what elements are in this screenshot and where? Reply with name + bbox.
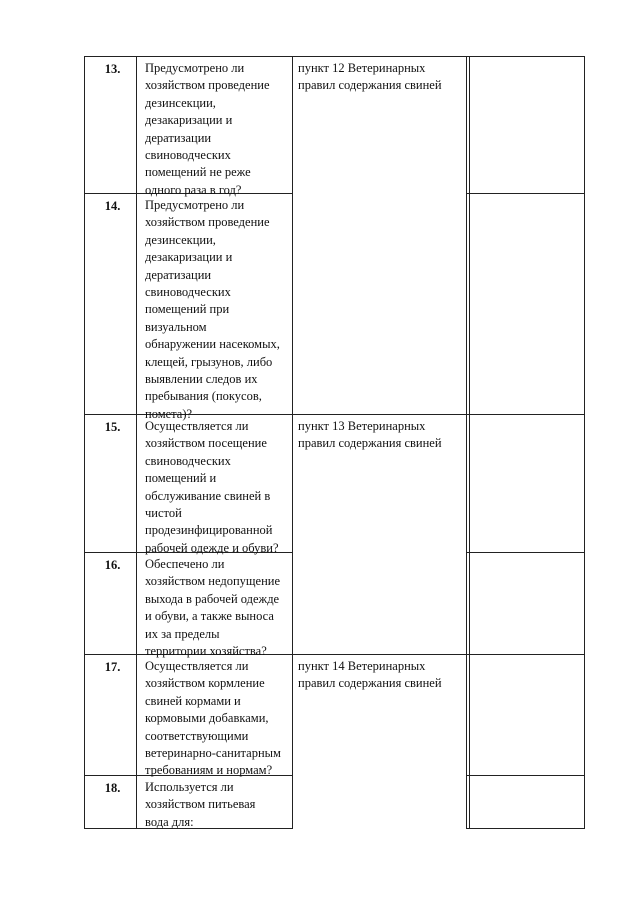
row-reference: пункт 12 Ветеринарных правил содержания свиней bbox=[298, 61, 442, 93]
row-question: Используется ли хозяйством питьевая вода для: bbox=[145, 780, 256, 829]
row-question: Осуществляется ли хозяйством кормление свиней кормами и кормовыми добавками, соответствующими ветеринарно-санитарным требованиям и нормам? bbox=[145, 659, 281, 778]
table-border-right bbox=[584, 56, 585, 829]
column-divider-1 bbox=[136, 56, 137, 829]
row-divider-17-18-right bbox=[466, 775, 585, 776]
row-number: 14. bbox=[104, 199, 121, 213]
row-question: Обеспечено ли хозяйством недопущение выхода в рабочей одежде и обуви, а также выноса их за пределы территории хозяйства? bbox=[145, 557, 280, 659]
table-border-left bbox=[84, 56, 85, 829]
row-number: 16. bbox=[104, 558, 121, 572]
row-divider-13-14-right bbox=[466, 193, 585, 194]
column-divider-4 bbox=[469, 56, 470, 829]
row-number: 17. bbox=[104, 660, 121, 674]
table-border-top bbox=[84, 56, 585, 57]
row-reference: пункт 14 Ветеринарных правил содержания свиней bbox=[298, 659, 442, 691]
column-divider-2 bbox=[292, 56, 293, 829]
row-question: Осуществляется ли хозяйством посещение свиноводческих помещений и обслуживание свиней в чистой продезинфицированной рабочей одежде и обуви? bbox=[145, 419, 279, 555]
row-divider-15-16-right bbox=[466, 552, 585, 553]
row-question: Предусмотрено ли хозяйством проведение дезинсекции, дезакаризации и дератизации свиноводческих помещений не реже одного раза в год? bbox=[145, 61, 270, 197]
row-reference: пункт 13 Ветеринарных правил содержания свиней bbox=[298, 419, 442, 451]
row-number: 18. bbox=[104, 781, 121, 795]
row-number: 13. bbox=[104, 62, 121, 76]
row-question: Предусмотрено ли хозяйством проведение дезинсекции, дезакаризации и дератизации свиноводческих помещений при визуальном обнаружении насекомых, клещей, грызунов, либо выявлении следов их пребывания (покусов, помета)? bbox=[145, 198, 280, 421]
table-border-bottom-right bbox=[466, 828, 585, 829]
row-number: 15. bbox=[104, 420, 121, 434]
